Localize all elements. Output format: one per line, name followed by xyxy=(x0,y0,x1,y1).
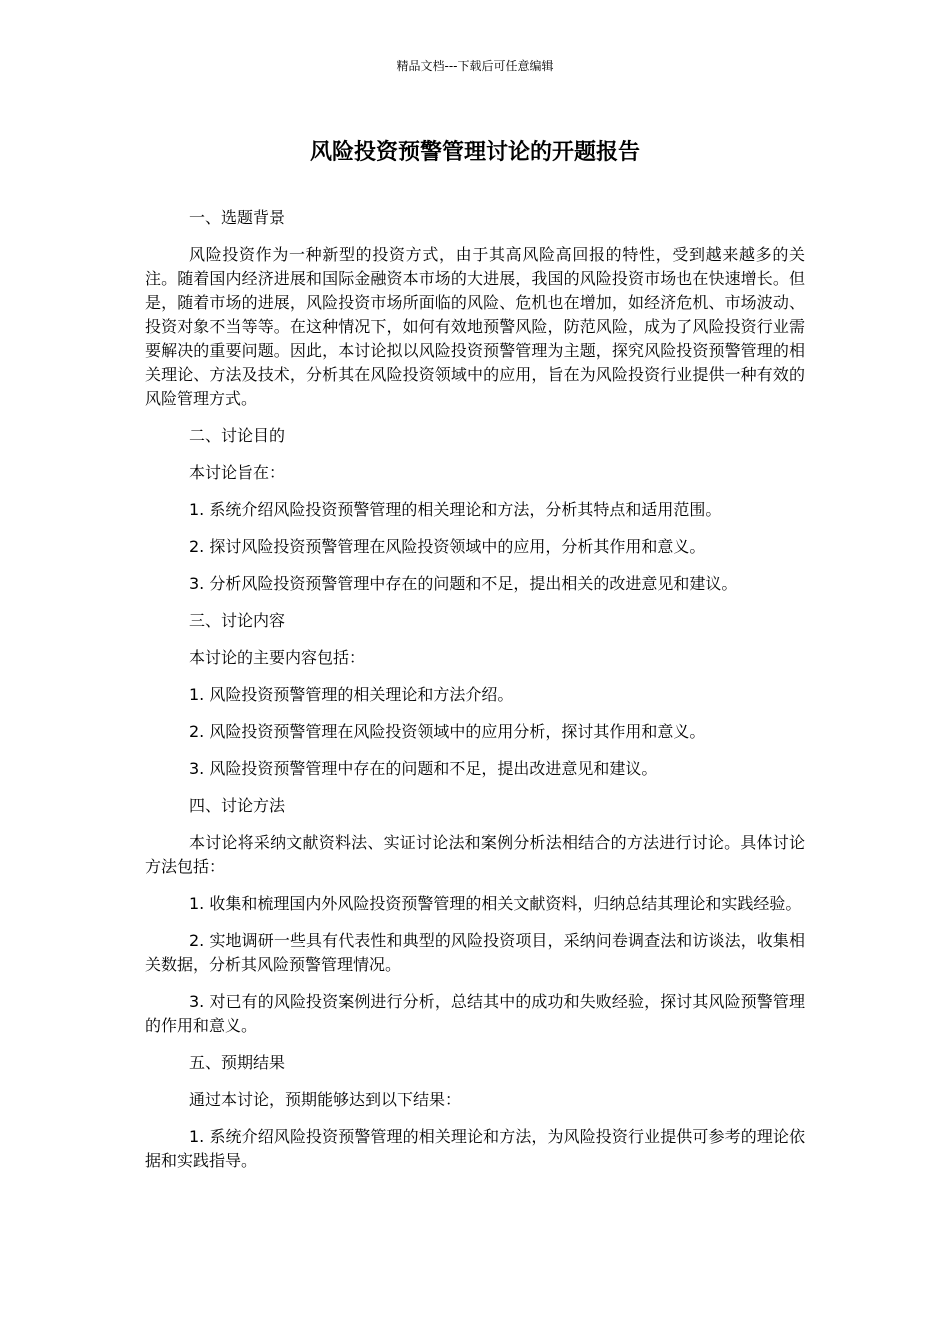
list-item-content-1: 1. 风险投资预警管理的相关理论和方法介绍。 xyxy=(189,685,514,704)
section-heading-purpose: 二、讨论目的 xyxy=(189,426,286,445)
paragraph-purpose-intro: 本讨论旨在： xyxy=(189,463,286,482)
section-heading-content: 三、讨论内容 xyxy=(189,611,286,630)
paragraph-content-intro: 本讨论的主要内容包括： xyxy=(189,648,366,667)
list-item-purpose-1: 1. 系统介绍风险投资预警管理的相关理论和方法，分析其特点和适用范围。 xyxy=(189,500,722,519)
list-item-expected-1: 1. 系统介绍风险投资预警管理的相关理论和方法，为风险投资行业提供可参考的理论依据和实践指导。 xyxy=(145,1127,805,1170)
page-header-note: 精品文档---下载后可任意编辑 xyxy=(396,59,554,73)
document-title: 风险投资预警管理讨论的开题报告 xyxy=(309,140,640,165)
section-heading-method: 四、讨论方法 xyxy=(189,796,286,815)
document-body xyxy=(145,206,805,1186)
list-item-method-3: 3. 对已有的风险投资案例进行分析，总结其中的成功和失败经验，探讨其风险预警管理的作用和意义。 xyxy=(145,992,805,1035)
section-heading-expected-results: 五、预期结果 xyxy=(189,1053,286,1072)
paragraph-expected-intro: 通过本讨论，预期能够达到以下结果： xyxy=(189,1090,462,1109)
list-item-method-2: 2. 实地调研一些具有代表性和典型的风险投资项目，采纳问卷调查法和访谈法，收集相关数据，分析其风险预警管理情况。 xyxy=(145,931,805,974)
list-item-purpose-3: 3. 分析风险投资预警管理中存在的问题和不足，提出相关的改进意见和建议。 xyxy=(189,574,738,593)
list-item-content-3: 3. 风险投资预警管理中存在的问题和不足，提出改进意见和建议。 xyxy=(189,759,658,778)
list-item-method-1: 1. 收集和梳理国内外风险投资预警管理的相关文献资料，归纳总结其理论和实践经验。 xyxy=(189,894,802,913)
list-item-purpose-2: 2. 探讨风险投资预警管理在风险投资领域中的应用，分析其作用和意义。 xyxy=(189,537,706,556)
paragraph-method-intro: 本讨论将采纳文献资料法、实证讨论法和案例分析法相结合的方法进行讨论。具体讨论方法包括： xyxy=(145,833,805,876)
list-item-content-2: 2. 风险投资预警管理在风险投资领域中的应用分析，探讨其作用和意义。 xyxy=(189,722,706,741)
paragraph-background: 风险投资作为一种新型的投资方式，由于其高风险高回报的特性，受到越来越多的关注。随着国内经济进展和国际金融资本市场的大进展，我国的风险投资市场也在快速增长。但是，随着市场的进展，风险投资市场所面临的风险、危机也在增加，如经济危机、市场波动、投资对象不当等等。在这种情况下，如何有效地预警风险，防范风险，成为了风险投资行业需要解决的重要问题。因此，本讨论拟以风险投资预警管理为主题，探究风险投资预警管理的相关理论、方法及技术，分析其在风险投资领域中的应用，旨在为风险投资行业提供一种有效的风险管理方式。 xyxy=(145,245,805,408)
section-heading-background: 一、选题背景 xyxy=(189,208,286,227)
